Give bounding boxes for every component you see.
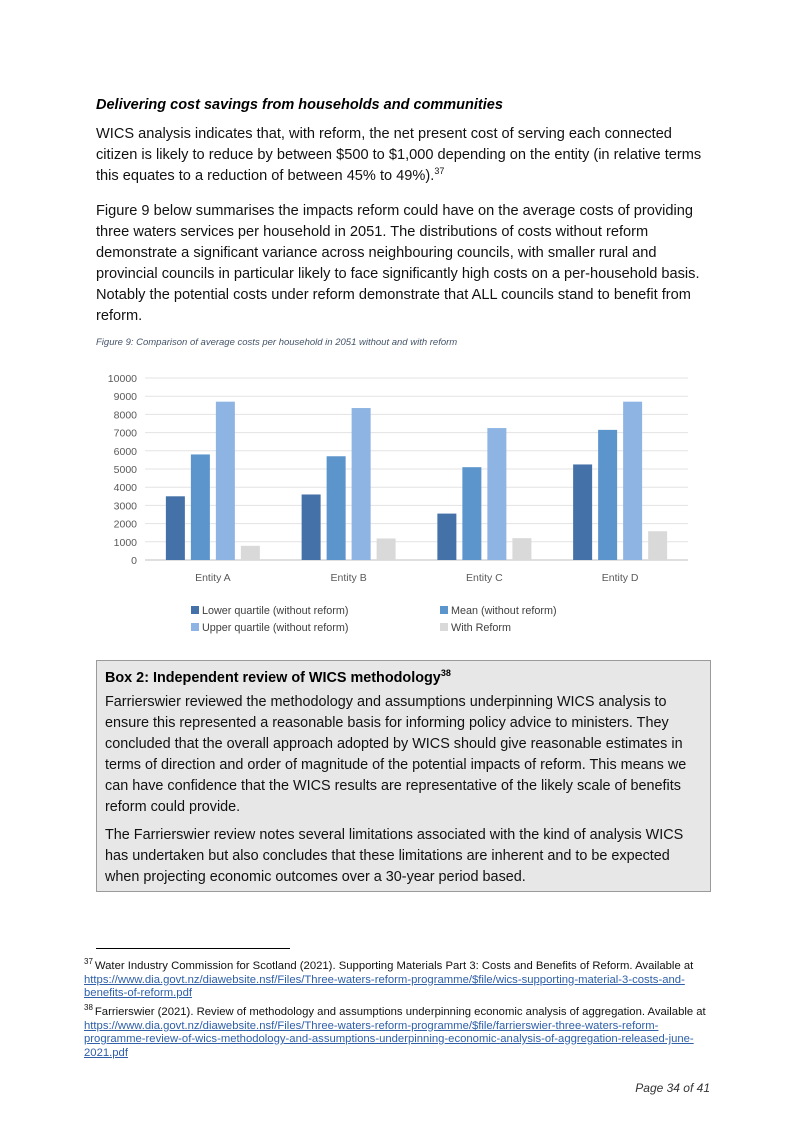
- footnote-37: [84, 957, 714, 1001]
- footnote-link[interactable]: https://www.dia.govt.nz/diawebsite.nsf/Files/Three-waters-reform-programme/$file/farrierswier-three-waters-reform-programme-review-of-wics-methodology-and-assumptions-underpinning-economic-analysis-of-aggregation-released-june-2021.pdf: [84, 1019, 694, 1059]
- bar-1-2: [302, 494, 321, 560]
- footnote-link[interactable]: https://www.dia.govt.nz/diawebsite.nsf/Files/Three-waters-reform-programme/$file/wics-supporting-material-3-costs-and-benefits-of-reform.pdf: [84, 973, 685, 999]
- x-category-label: Entity C: [465, 572, 503, 584]
- x-category-label: Entity D: [601, 572, 639, 584]
- y-tick-label: 10000: [107, 373, 137, 385]
- bar-4-3: [512, 538, 531, 560]
- bar-2-4: [598, 430, 617, 560]
- bar-2-1: [191, 454, 210, 560]
- footnote-text: Water Industry Commission for Scotland (2021). Supporting Materials Part 3: Costs and Benefits of Reform. Available at: [94, 960, 694, 972]
- cost-comparison-chart: [96, 362, 710, 646]
- box-title: [105, 670, 702, 686]
- legend-label: Upper quartile (without reform): [202, 622, 349, 634]
- box-paragraph-1: Farrierswier reviewed the methodology and assumptions underpinning WICS analysis to ensure this represented a reasonable basis for informing policy advice to ministers. They concluded that the overall approach adopted by WICS should give reasonable estimates in terms of direction and order of magnitude of the potential impacts of reform. This means we can have confidence that the WICS results are representative of the likely scale of benefits reform could provide.: [105, 694, 687, 815]
- legend-swatch: [440, 606, 448, 614]
- legend-swatch: [191, 606, 199, 614]
- legend-swatch: [191, 623, 199, 631]
- bar-2-3: [462, 467, 481, 560]
- footnote-text: Farrierswier (2021). Review of methodology and assumptions underpinning economic analysis of aggregation. Available at: [94, 1006, 706, 1018]
- bar-1-3: [437, 514, 456, 560]
- box-title-text: Box 2: Independent review of WICS methodology: [105, 670, 441, 686]
- y-tick-label: 8000: [113, 409, 137, 422]
- bar-1-1: [166, 496, 185, 560]
- footnote-number: 37: [84, 957, 93, 967]
- box-paragraph-2: The Farrierswier review notes several limitations associated with the kind of analysis WICS has undertaken but also concludes that these limitations are inherent and to be expected when projecting economic outcomes over a 30-year period based.: [105, 827, 684, 885]
- page-number: Page 34 of 41: [635, 1081, 710, 1095]
- footnote-ref-37[interactable]: 37: [434, 166, 445, 177]
- footnote-number: 38: [84, 1003, 93, 1013]
- footnote-38: [84, 1003, 714, 1060]
- bar-1-4: [573, 464, 592, 560]
- x-category-label: Entity B: [330, 572, 367, 584]
- legend-label: Lower quartile (without reform): [202, 605, 349, 617]
- y-tick-label: 6000: [113, 445, 137, 458]
- intro-paragraph-text: WICS analysis indicates that, with reform, the net present cost of serving each connected citizen is likely to reduce by between $500 to $1,000 depending on the entity (in relative terms this equates to a reduction of between 45% to 49%).: [96, 126, 702, 184]
- figure-summary-paragraph: Figure 9 below summarises the impacts reform could have on the average costs of providing three waters services per household in 2051. The distributions of costs without reform demonstrate a significant variance across neighbouring councils, with smaller rural and provincial councils in particular likely to face significantly high costs on a per-household basis. Notably the potential costs under reform demonstrate that ALL councils stand to benefit from reform.: [96, 203, 700, 324]
- bar-2-2: [327, 456, 346, 560]
- y-tick-label: 0: [131, 555, 137, 567]
- bar-4-4: [648, 531, 667, 560]
- y-tick-label: 7000: [113, 427, 137, 440]
- bar-3-4: [623, 402, 642, 560]
- footnote-divider: [96, 948, 290, 949]
- review-box: [96, 660, 711, 892]
- y-tick-label: 3000: [113, 500, 137, 513]
- x-category-label: Entity A: [195, 572, 231, 584]
- y-tick-label: 4000: [113, 482, 137, 495]
- legend-label: With Reform: [451, 622, 511, 634]
- y-tick-label: 9000: [113, 391, 137, 404]
- bar-3-1: [216, 402, 235, 560]
- y-tick-label: 5000: [113, 464, 137, 476]
- bar-4-2: [377, 539, 396, 560]
- intro-paragraph: [96, 124, 716, 187]
- footnote-ref-38[interactable]: 38: [440, 668, 451, 679]
- figure-caption: Figure 9: Comparison of average costs per household in 2051 without and with reform: [96, 337, 458, 348]
- bar-3-3: [487, 428, 506, 560]
- bar-4-1: [241, 546, 260, 560]
- y-tick-label: 1000: [113, 536, 137, 549]
- y-tick-label: 2000: [113, 518, 137, 531]
- legend-label: Mean (without reform): [451, 605, 557, 617]
- section-heading: Delivering cost savings from households and communities: [96, 97, 503, 113]
- legend-swatch: [440, 623, 448, 631]
- bar-3-2: [352, 408, 371, 560]
